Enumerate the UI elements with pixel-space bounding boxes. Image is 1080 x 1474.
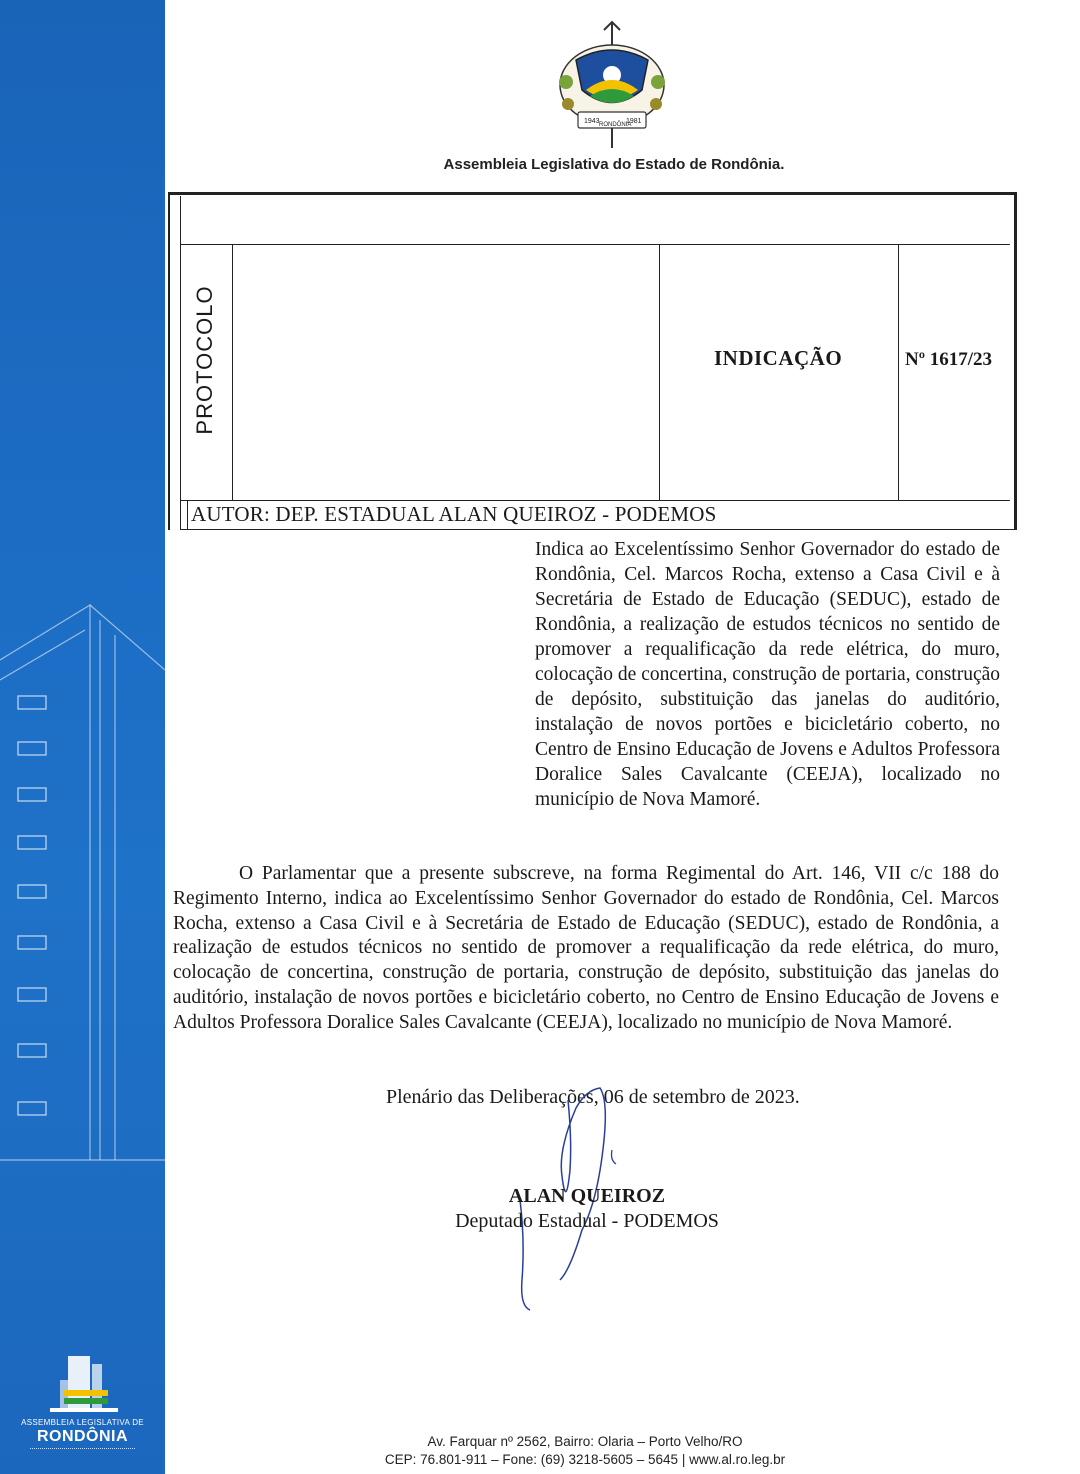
document-type: INDICAÇÃO bbox=[714, 346, 843, 370]
table-row-divider bbox=[180, 244, 1010, 245]
table-border-left bbox=[168, 192, 170, 530]
protocol-label: PROTOCOLO bbox=[192, 285, 217, 435]
crest-year-left: 1943 bbox=[584, 118, 600, 125]
table-author-bottom bbox=[180, 529, 1016, 530]
crest-label: RONDÔNIA bbox=[599, 122, 632, 128]
protocol-cell bbox=[180, 285, 230, 435]
table-col-divider-1 bbox=[232, 244, 233, 501]
signer-role: Deputado Estadual - PODEMOS bbox=[455, 1210, 719, 1232]
assembly-building-icon bbox=[20, 1350, 145, 1418]
table-border-right bbox=[1014, 192, 1017, 530]
table-border-top bbox=[168, 192, 1016, 195]
signer-name: ALAN QUEIROZ bbox=[508, 1185, 666, 1207]
footer-contact: CEP: 76.801-911 – Fone: (69) 3218-5605 – 5645 | www.al.ro.leg.br bbox=[384, 1452, 786, 1467]
logo-title: RONDÔNIA bbox=[36, 1428, 129, 1445]
table-author-inner bbox=[187, 500, 188, 529]
document-number: Nº 1617/23 bbox=[905, 349, 993, 370]
table-author-top bbox=[180, 500, 1010, 501]
footer bbox=[300, 1433, 870, 1469]
crest-year-right: 1981 bbox=[626, 118, 642, 125]
institution-name: Assembleia Legislativa do Estado de Rondônia. bbox=[443, 156, 785, 173]
building-illustration bbox=[0, 560, 165, 1180]
side-band bbox=[0, 0, 165, 1474]
logo-caption: ASSEMBLEIA LEGISLATIVA DE bbox=[21, 1418, 144, 1427]
table-col-divider-3 bbox=[898, 244, 899, 501]
assembly-logo bbox=[20, 1350, 145, 1460]
place-date: Plenário das Deliberações, 06 de setembro de 2023. bbox=[386, 1086, 800, 1108]
body-paragraph: O Parlamentar que a presente subscreve, na forma Regimental do Art. 146, VII c/c 188 do Regimento Interno, indica ao Excelentíssimo Senhor Governador do estado de Rondônia, Cel. Marcos Rocha, extenso a Casa Civil e à Secretária de Estado de Educação (SEDUC), estado de Rondônia, a realização de estudos técnicos no sentido de promover a requalificação da rede elétrica, do muro, colocação de concertina, construção de portaria, construção de depósito, substituição das janelas do auditório, instalação de novos portões e bicicletário coberto, no Centro de Ensino Educação de Jovens e Adultos Professora Doralice Sales Cavalcante (CEEJA), localizado no município de Nova Mamoré. bbox=[173, 863, 999, 1033]
author-line: AUTOR: DEP. ESTADUAL ALAN QUEIROZ - PODEMOS bbox=[191, 502, 717, 526]
logo-divider bbox=[30, 1448, 135, 1452]
footer-address: Av. Farquar nº 2562, Bairro: Olaria – Porto Velho/RO bbox=[427, 1434, 743, 1449]
state-coat-of-arms bbox=[556, 20, 668, 150]
summary-text: Indica ao Excelentíssimo Senhor Governador do estado de Rondônia, Cel. Marcos Rocha, extenso a Casa Civil e à Secretária de Estado de Educação (SEDUC), estado de Rondônia, a realização de estudos técnicos no sentido de promover a requalificação da rede elétrica, do muro, colocação de concertina, construção de portaria, construção de depósito, substituição das janelas do auditório, instalação de novos portões e bicicletário coberto, no Centro de Ensino Educação de Jovens e Adultos Professora Doralice Sales Cavalcante (CEEJA), localizado no município de Nova Mamoré. bbox=[535, 539, 1000, 810]
table-col-divider-2 bbox=[659, 244, 660, 501]
